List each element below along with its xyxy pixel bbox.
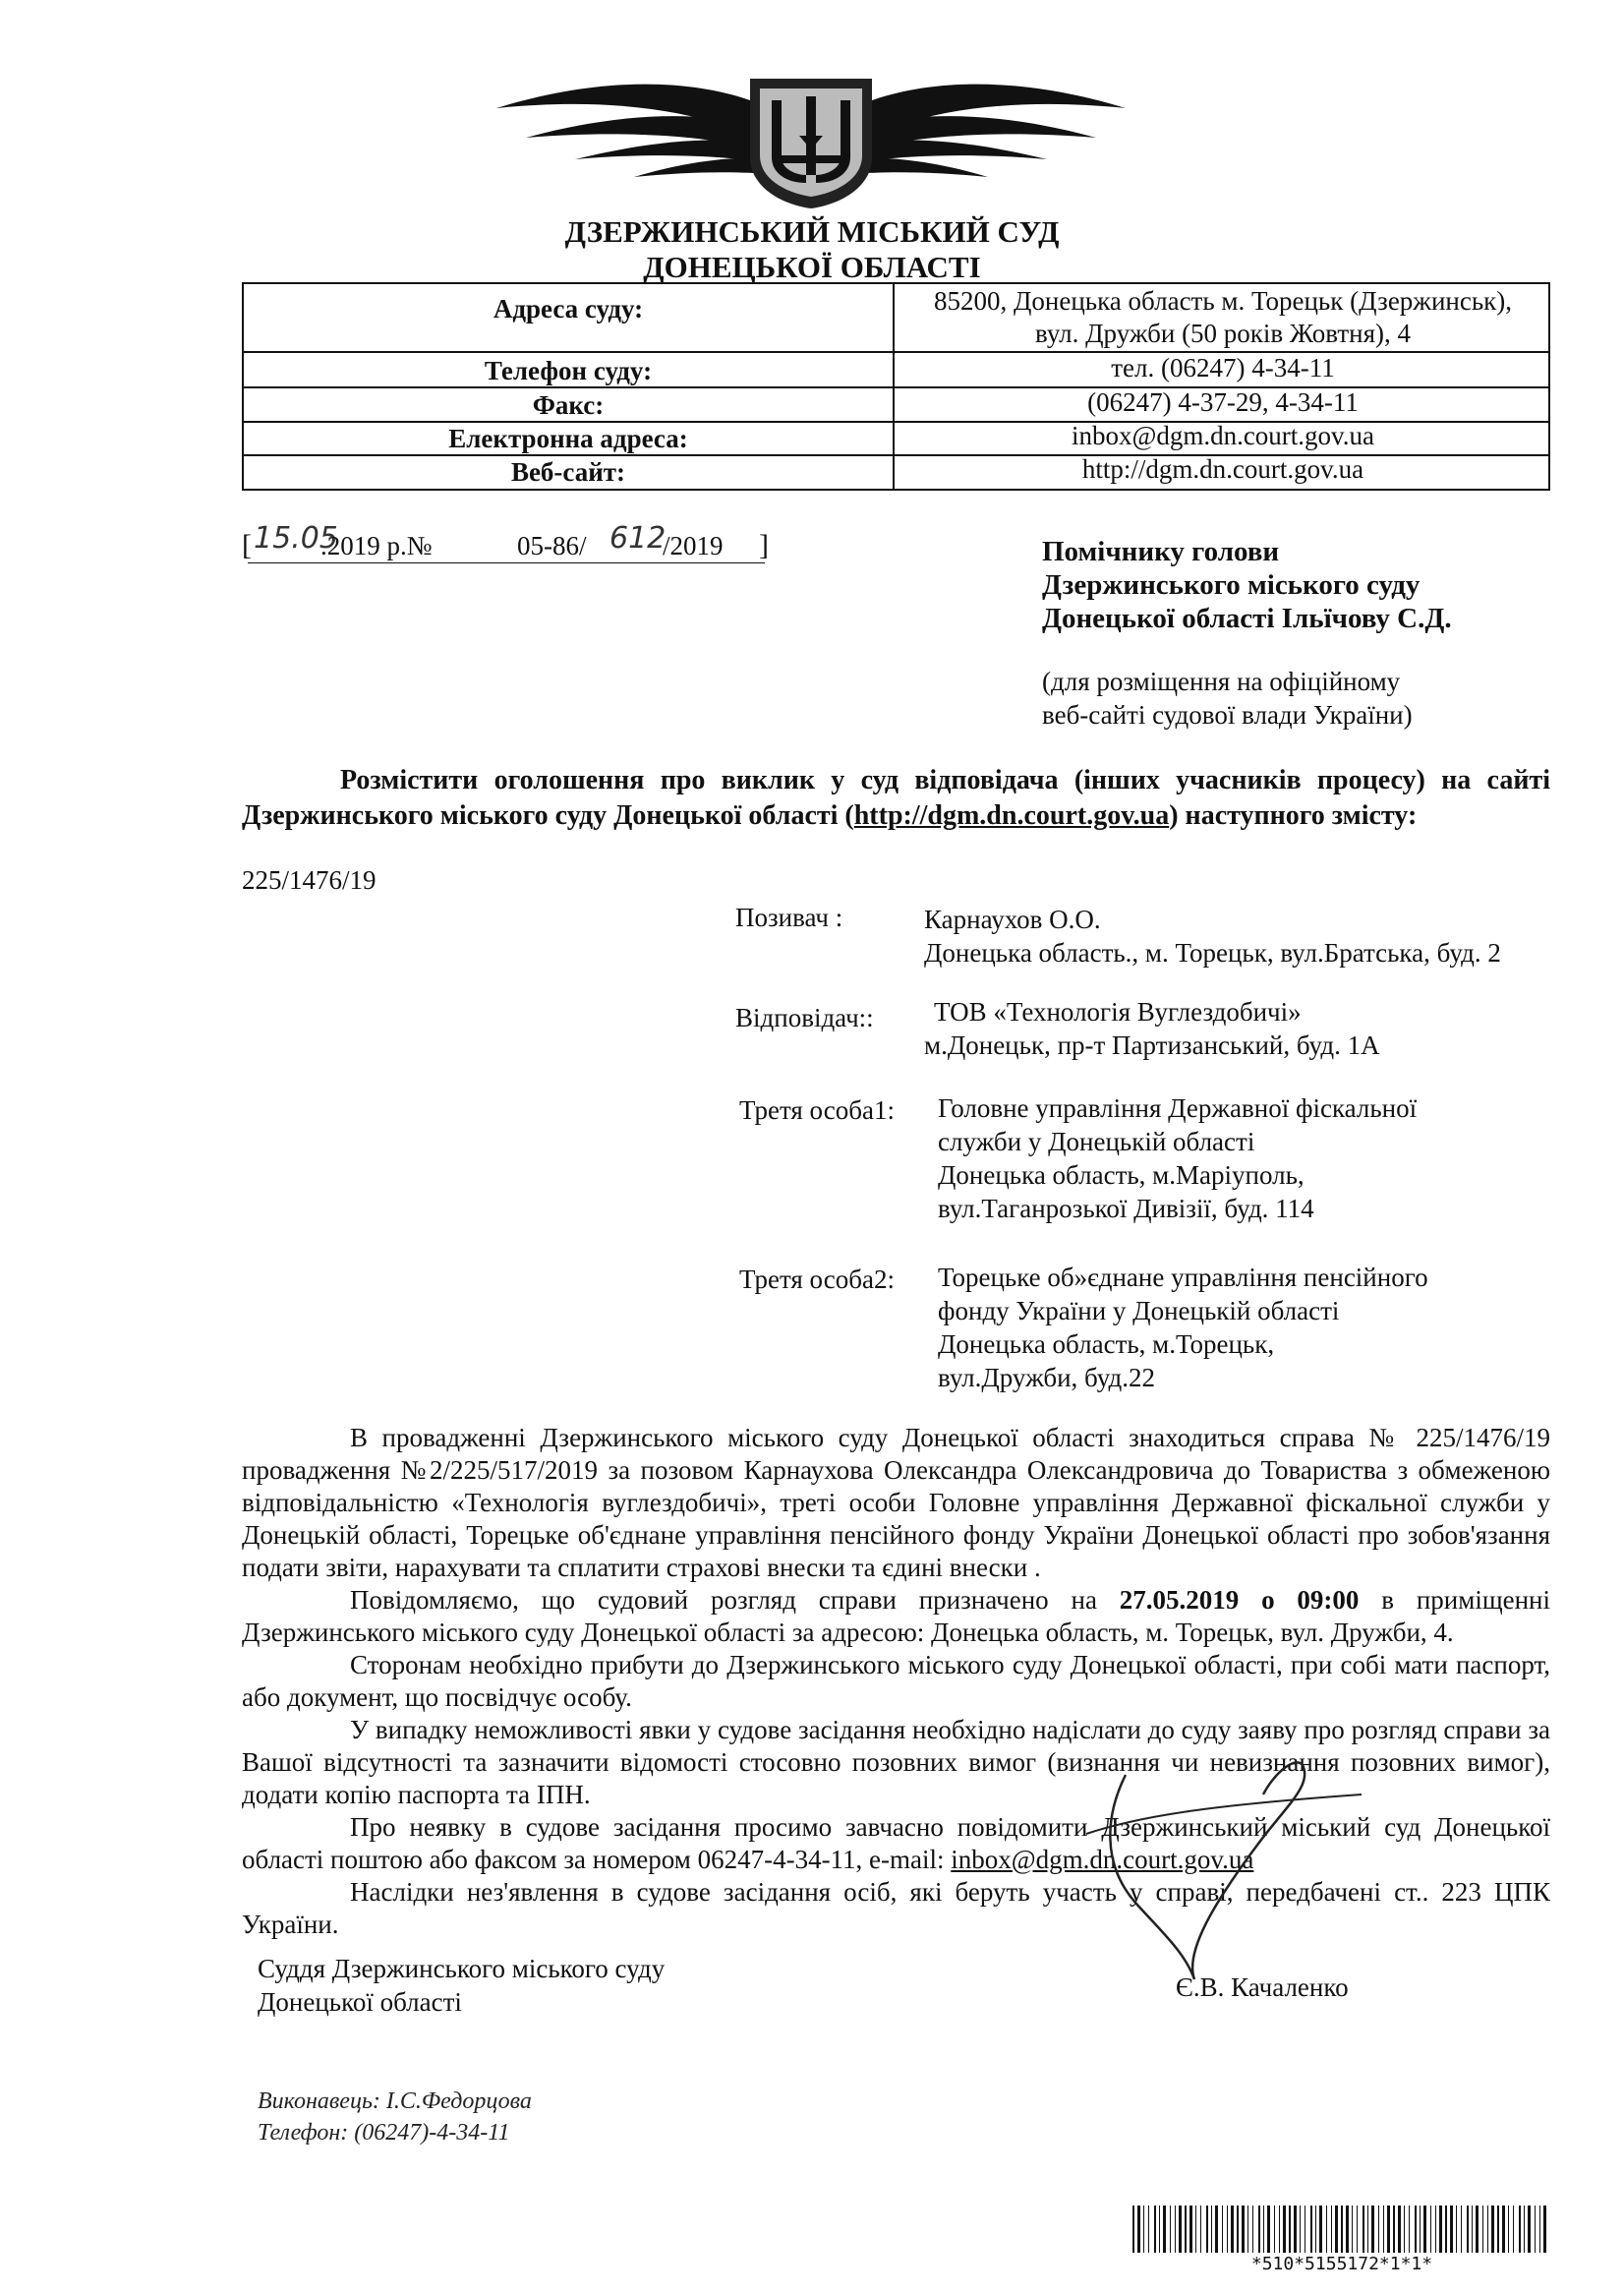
third-party2-details: Торецьке об»єднане управління пенсійного фонду України у Донецькій області Донецька область, м.Торецьк, вул.Дружби, буд.22 — [938, 1263, 1428, 1392]
email-label: Електронна адреса: — [448, 424, 688, 453]
defendant-details: ТОВ «Технологія Вуглездобичі» м.Донецьк, пр-т Партизанський, буд. 1А — [924, 997, 1380, 1060]
court-info-table — [242, 282, 1550, 491]
fax-label: Факс: — [532, 390, 605, 420]
judge-name: Є.В. Качаленко — [1176, 1972, 1349, 2002]
ref-close-bracket: ] — [759, 529, 769, 561]
address-line1: 85200, Донецька область м. Торецьк (Дзержинськ), — [933, 286, 1513, 316]
body-paragraph-3: Сторонам необхідно прибути до Дзержинського міського суду Донецької області, при собі мати паспорт, або документ, що посвідчує особу. — [242, 1650, 1550, 1712]
body-paragraph-5: Про неявку в судове засідання просимо завчасно повідомити Дзержинський міський суд Донецької області поштою або факсом за номером 06247-4-34-11, e-mail: inbox@dgm.dn.court.gov.ua — [242, 1812, 1550, 1874]
third-party1-details: Головне управління Державної фіскальної служби у Донецькій області Донецька область, м.Маріуполь, вул.Таганрозької Дивізії, буд. 114 — [938, 1093, 1418, 1223]
plaintiff-label: Позивач : — [735, 903, 843, 932]
outgoing-reference — [242, 521, 773, 564]
court-name-line2: ДОНЕЦЬКОЇ ОБЛАСТІ — [643, 250, 981, 284]
email-value: inbox@dgm.dn.court.gov.ua — [1071, 421, 1375, 450]
addressee-note-line1: (для розміщення на офіційному — [1042, 667, 1401, 696]
address-label: Адреса суду: — [493, 294, 644, 324]
barcode-number: *510*5155172*1*1* — [1250, 2254, 1433, 2274]
handwritten-signature — [1067, 1755, 1391, 1991]
addressee-line1: Помічнику голови — [1042, 536, 1280, 567]
ref-date-suffix: .2019 р.№ — [320, 531, 433, 560]
ref-open-bracket: [ — [242, 529, 252, 561]
website-label: Веб-сайт: — [510, 457, 626, 487]
body-paragraph-6: Наслідки нез'явлення в судове засідання осіб, які беруть участь у справі, передбачені ст.. 223 ЦПК України. — [242, 1877, 1550, 1939]
body-paragraph-2: Повідомляємо, що судовий розгляд справи призначено на 27.05.2019 о 09:00 в приміщенні Дзержинського міського суду Донецької області за адресою: Донецька область, м. Торецьк, вул. Дружби, 4. — [242, 1585, 1550, 1647]
judge-title-line1: Суддя Дзержинського міського суду — [258, 1954, 666, 1983]
body-paragraph-1: В провадженні Дзержинського міського суду Донецької області знаходиться справа № 225/1476/19 провадження №2/225/517/2019 за позовом Карнаухова Олександра Олександровича до Товариства з обмеженою відповідальністю «Технологія вуглездобичі», треті особи Головне управління Державної фіскальної служби у Донецькій області, Торецьке об'єднане управління пенсійного фонду України Донецької області про зобов'язання подати звіти, нарахувати та сплатити страхові внески та єдині внески . — [242, 1423, 1550, 1582]
address-line2: вул. Дружби (50 років Жовтня), 4 — [1035, 319, 1411, 348]
third-party2-label: Третя особа2: — [739, 1265, 895, 1294]
addressee-line3: Донецької області Ільїчову С.Д. — [1042, 603, 1452, 634]
addressee-line2: Дзержинського міського суду — [1042, 569, 1421, 601]
case-number: 225/1476/19 — [242, 865, 377, 895]
heading-part2: ) наступного змісту: — [1169, 800, 1418, 831]
judge-title — [258, 1952, 665, 2019]
court-email-link[interactable]: inbox@dgm.dn.court.gov.ua — [951, 1845, 1254, 1874]
plaintiff-details: Карнаухов О.О. Донецька область., м. Торецьк, вул.Братська, буд. 2 — [924, 905, 1501, 968]
heading-part1: Розмістити оголошення про виклик у суд відповідача (інших учасників процесу) на сайті Дзержинського міського суду Донецької області ( — [242, 765, 1550, 831]
ref-number-suffix: /2019 — [663, 531, 724, 560]
phone-value: тел. (06247) 4-34-11 — [1111, 353, 1335, 382]
body-paragraph-4: У випадку неможливості явки у судове засідання необхідно надіслати до суду заяву про розгляд справи за Вашої відсутності та зазначити відомості стосовно позовних вимог (визнання чи невизнання позовних вимог), додати копію паспорта та ІПН. — [242, 1715, 1550, 1809]
hearing-datetime: 27.05.2019 о 09:00 — [1119, 1585, 1360, 1615]
defendant-label: Відповідач:: — [735, 1003, 874, 1032]
fax-value: (06247) 4-37-29, 4-34-11 — [1087, 387, 1359, 417]
addressee-note-line2: веб-сайті судової влади України) — [1042, 700, 1413, 730]
third-party1-label: Третя особа1: — [739, 1095, 895, 1125]
executor-line: Виконавець: І.С.Федорцова — [258, 2088, 532, 2114]
handwritten-number: 612 — [609, 521, 667, 556]
announcement-heading — [242, 763, 1550, 834]
handwritten-date: 15.05 — [254, 521, 338, 556]
heading-link[interactable]: http://dgm.dn.court.gov.ua — [853, 800, 1170, 831]
executor-phone: Телефон: (06247)-4-34-11 — [258, 2120, 510, 2146]
ref-number-prefix: 05-86/ — [517, 531, 587, 560]
coat-of-arms-emblem — [487, 39, 1135, 211]
court-name-line1: ДЗЕРЖИНСЬКИЙ МІСЬКИЙ СУД — [564, 214, 1060, 249]
judge-title-line2: Донецької області — [258, 1987, 462, 2017]
website-value: http://dgm.dn.court.gov.ua — [1081, 454, 1364, 484]
phone-label: Телефон суду: — [484, 356, 653, 385]
document-barcode — [1132, 2206, 1551, 2253]
